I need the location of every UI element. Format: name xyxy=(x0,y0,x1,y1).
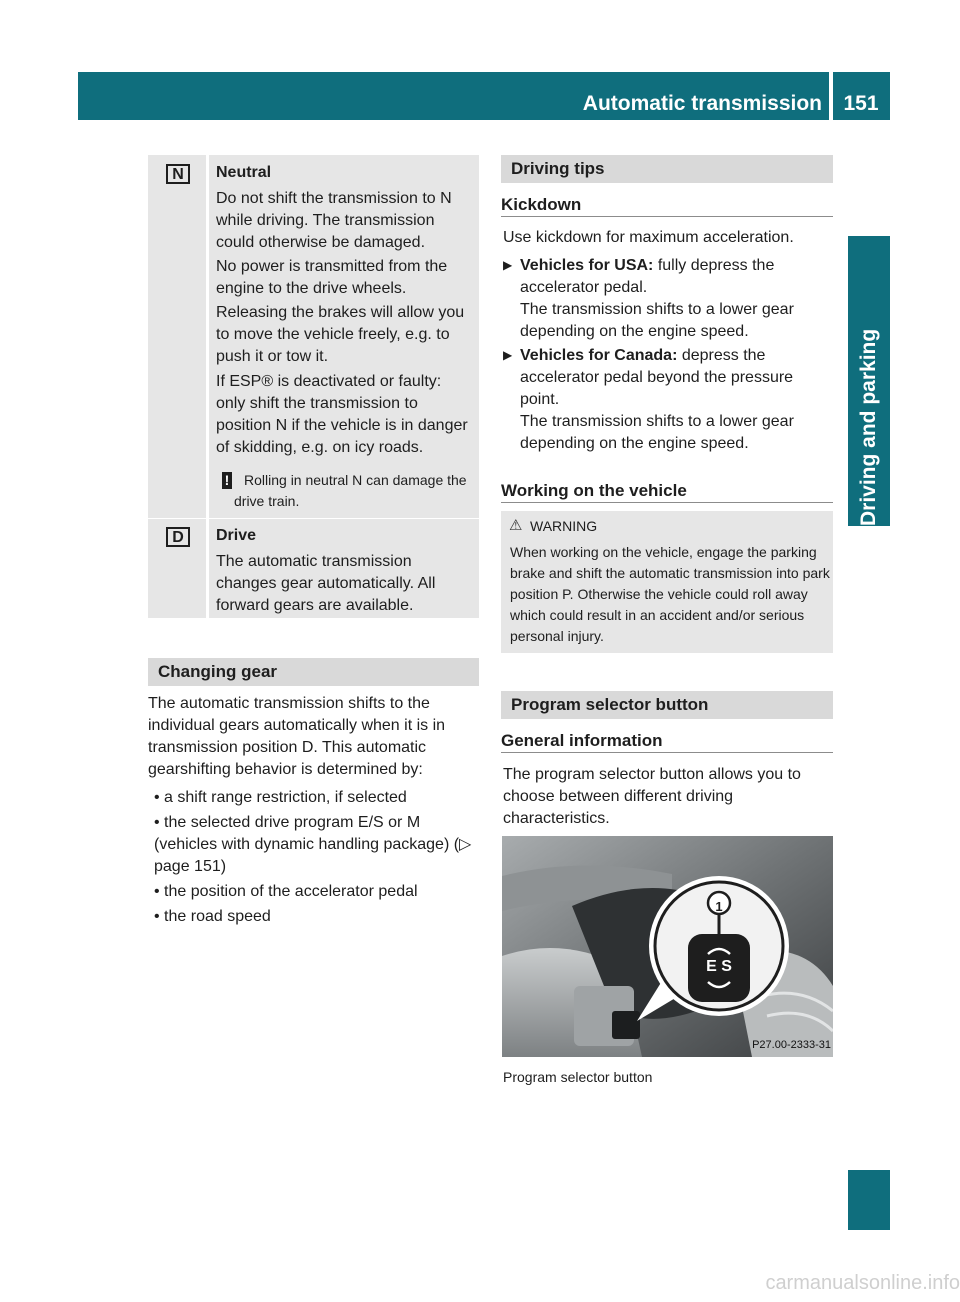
section-bar-program-selector xyxy=(501,691,833,719)
step-canada-result: The transmission shifts to a lower gear depending on the engine speed. xyxy=(520,413,794,452)
rule-kickdown xyxy=(501,216,833,217)
step-arrow-icon: ▶ xyxy=(503,348,513,362)
caution-icon: ! xyxy=(222,472,232,489)
list-item: • the road speed xyxy=(154,908,271,925)
photo-caption: Program selector button xyxy=(503,1069,653,1085)
general-text: The program selector button allows you to choose between different driving characteristics. xyxy=(503,766,801,827)
neutral-paragraph-3: Releasing the brakes will allow you to move the vehicle freely, e.g. to push it or tow it. xyxy=(216,304,465,365)
neutral-paragraph-1: Do not shift the transmission to N while driving. The transmission could otherwise be damaged. xyxy=(216,190,452,251)
list-item: • a shift range restriction, if selected xyxy=(154,789,407,806)
side-tab-label: Driving and parking xyxy=(857,328,880,526)
warning-label: WARNING xyxy=(530,518,598,534)
step-usa-result: The transmission shifts to a lower gear depending on the engine speed. xyxy=(520,301,794,340)
callout-number: 1 xyxy=(715,899,723,914)
gear-symbol-n: N xyxy=(166,164,190,184)
page-number: 151 xyxy=(843,92,879,115)
step-canada: Vehicles for Canada: depress the accelerator pedal beyond the pressure point. The transmission shifts to a lower gear depending on the engine speed. xyxy=(520,345,820,455)
image-code: P27.00-2333-31 xyxy=(752,1039,831,1051)
list-item: • the selected drive program E/S or M (vehicles with dynamic handling package) (▷ page 151) xyxy=(154,814,472,875)
subheading-kickdown: Kickdown xyxy=(501,195,582,214)
rule-general xyxy=(501,752,833,753)
list-item: • the position of the accelerator pedal xyxy=(154,883,418,900)
neutral-paragraph-4: If ESP® is deactivated or faulty: only shift the transmission to position N if the vehicle is in danger of skidding, e.g. on icy roads. xyxy=(216,373,468,456)
step-usa: Vehicles for USA: fully depress the accelerator pedal. The transmission shifts to a lower gear depending on the engine speed. xyxy=(520,255,832,343)
section-title-driving-tips: Driving tips xyxy=(511,159,605,178)
header-separator xyxy=(829,72,833,120)
step-arrow-icon: ▶ xyxy=(503,258,513,272)
gear-symbol-d: D xyxy=(166,527,190,547)
watermark: carmanualsonline.info xyxy=(765,1272,960,1294)
rule-working xyxy=(501,502,833,503)
program-selector-photo xyxy=(502,836,833,1057)
side-tab-marker xyxy=(848,1170,890,1230)
table-symbol-column xyxy=(148,155,206,618)
section-bar-changing-gear xyxy=(148,658,479,686)
neutral-paragraph-2: No power is transmitted from the engine to the drive wheels. xyxy=(216,258,448,297)
subheading-general: General information xyxy=(501,731,663,750)
button-label: E S xyxy=(706,958,732,975)
warning-text: When working on the vehicle, engage the parking brake and shift the automatic transmission into park position P. Otherwise the vehicle could roll away which could result in an accident and/or serious personal injury. xyxy=(510,544,830,644)
bullet-list xyxy=(154,787,479,928)
neutral-note: Rolling in neutral N can damage the drive train. xyxy=(234,472,467,509)
drive-paragraph: The automatic transmission changes gear automatically. All forward gears are available. xyxy=(216,553,436,614)
table-row-divider xyxy=(148,518,479,519)
gear-title-drive: Drive xyxy=(216,527,257,544)
page-title: Automatic transmission xyxy=(582,92,822,115)
kickdown-intro: Use kickdown for maximum acceleration. xyxy=(503,229,794,246)
section-title-program-selector: Program selector button xyxy=(511,695,709,714)
gear-title-neutral: Neutral xyxy=(216,164,272,181)
warning-icon: ⚠ xyxy=(509,517,523,534)
section-bar-driving-tips xyxy=(501,155,833,183)
changing-gear-intro: The automatic transmission shifts to the individual gears automatically when it is in transmission position D. This automatic gearshifting behavior is determined by: xyxy=(148,695,446,778)
subheading-working: Working on the vehicle xyxy=(501,481,687,500)
section-title-changing-gear: Changing gear xyxy=(158,662,278,681)
